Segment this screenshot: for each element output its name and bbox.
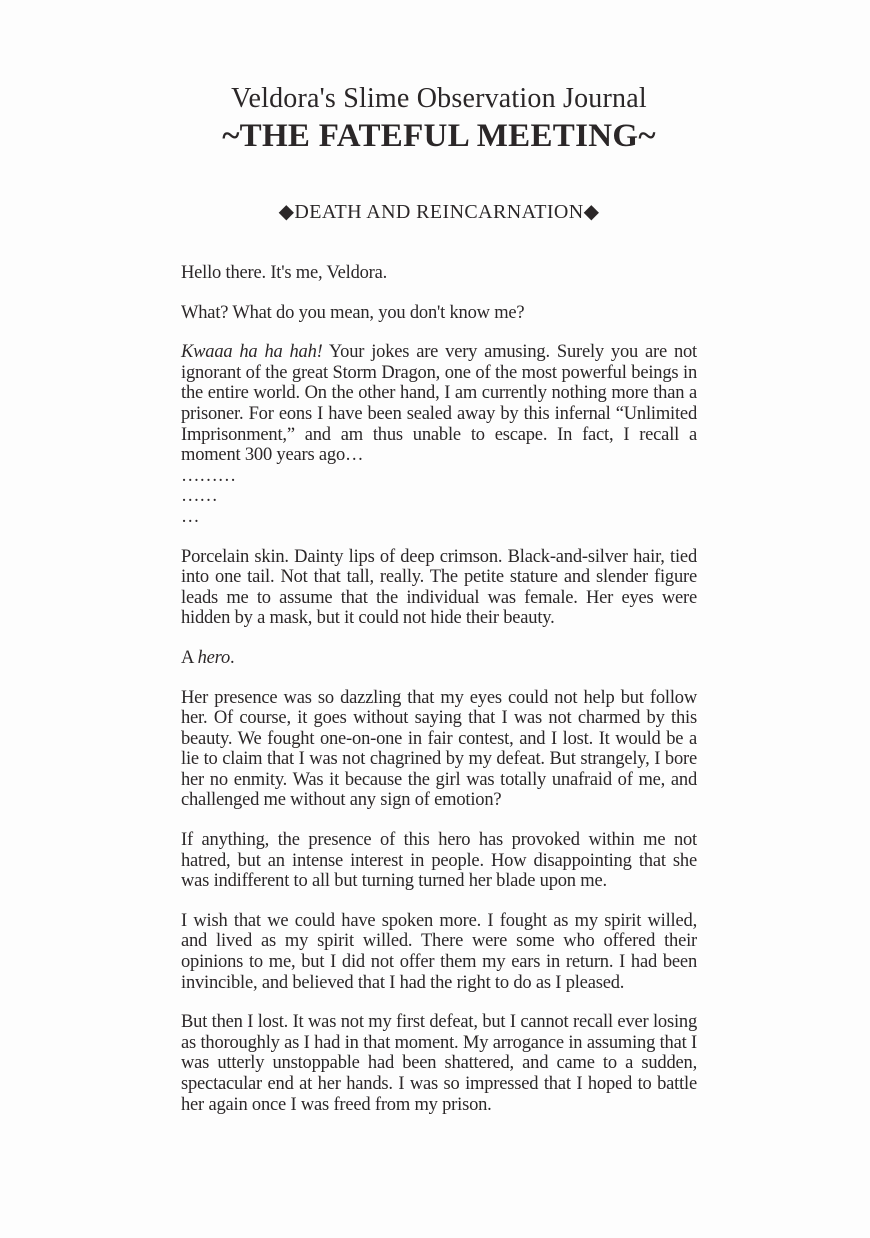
text-run: . (230, 647, 235, 668)
text-run: What? What do you mean, you don't know me? (181, 302, 525, 323)
journal-title: Veldora's Slime Observation Journal (231, 83, 647, 114)
paragraph (181, 303, 697, 324)
section-heading: ◆DEATH AND REINCARNATION◆ (278, 201, 600, 223)
paragraph (181, 547, 697, 629)
text-run: … (181, 506, 200, 527)
text-run: Hello there. It's me, Veldora. (181, 263, 388, 283)
text-run: I wish that we could have spoken more. I fought as my spirit willed, and lived as my spirit willed. There were some who offered their opinions to me, but I did not offer them my ears in return. I had been invincible, and believed that I had the right to do as I pleased. (181, 910, 697, 993)
paragraph (181, 911, 697, 993)
text-run: A (181, 647, 198, 668)
text-run: ……… (181, 465, 236, 486)
paragraph (181, 688, 697, 812)
text-run: Your jokes are very amusing. Surely you are not ignorant of the great Storm Dragon, one of the most powerful beings in the entire world. On the other hand, I am currently nothing more than a prisoner. For eons I have been sealed away by this infernal “Unlimited Imprisonment,” and am thus unable to escape. In fact, I recall a moment 300 years ago… (181, 342, 697, 466)
paragraph (181, 648, 697, 669)
paragraph (181, 263, 697, 284)
paragraph (181, 486, 697, 507)
paragraph (181, 830, 697, 892)
paragraph (181, 342, 697, 466)
chapter-title: ~THE FATEFUL MEETING~ (222, 118, 656, 154)
text-run: …… (181, 486, 218, 507)
text-run: Porcelain skin. Dainty lips of deep crimson. Black-and-silver hair, tied into one tail. Not that tall, really. The petite stature and slender figure leads me to assume that the individual was female. Her eyes were hidden by a mask, but it could not hide their beauty. (181, 546, 697, 629)
paragraph (181, 1012, 697, 1115)
text-run: Her presence was so dazzling that my eyes could not help but follow her. Of course, it goes without saying that I was not charmed by this beauty. We fought one-on-one in fair contest, and I lost. It would be a lie to claim that I was not chagrined by my defeat. But strangely, I bore her no enmity. Was it because the girl was totally unafraid of me, and challenged me without any sign of emotion? (181, 687, 697, 811)
italic-text-run: Kwaaa ha ha hah! (181, 342, 323, 363)
article-body (181, 263, 697, 1115)
chapter-header (181, 82, 697, 156)
paragraph (181, 507, 697, 528)
paragraph (181, 466, 697, 487)
italic-text-run: hero (197, 647, 231, 668)
text-run: But then I lost. It was not my first defeat, but I cannot recall ever losing as thoroughly as I had in that moment. My arrogance in assuming that I was utterly unstoppable had been shattered, and came to a sudden, spectacular end at her hands. I was so impressed that I hoped to battle her again once I was freed from my prison. (181, 1012, 697, 1115)
text-run: If anything, the presence of this hero has provoked within me not hatred, but an intense interest in people. How disappointing that she was indifferent to all but turning turned her blade upon me. (181, 830, 697, 892)
